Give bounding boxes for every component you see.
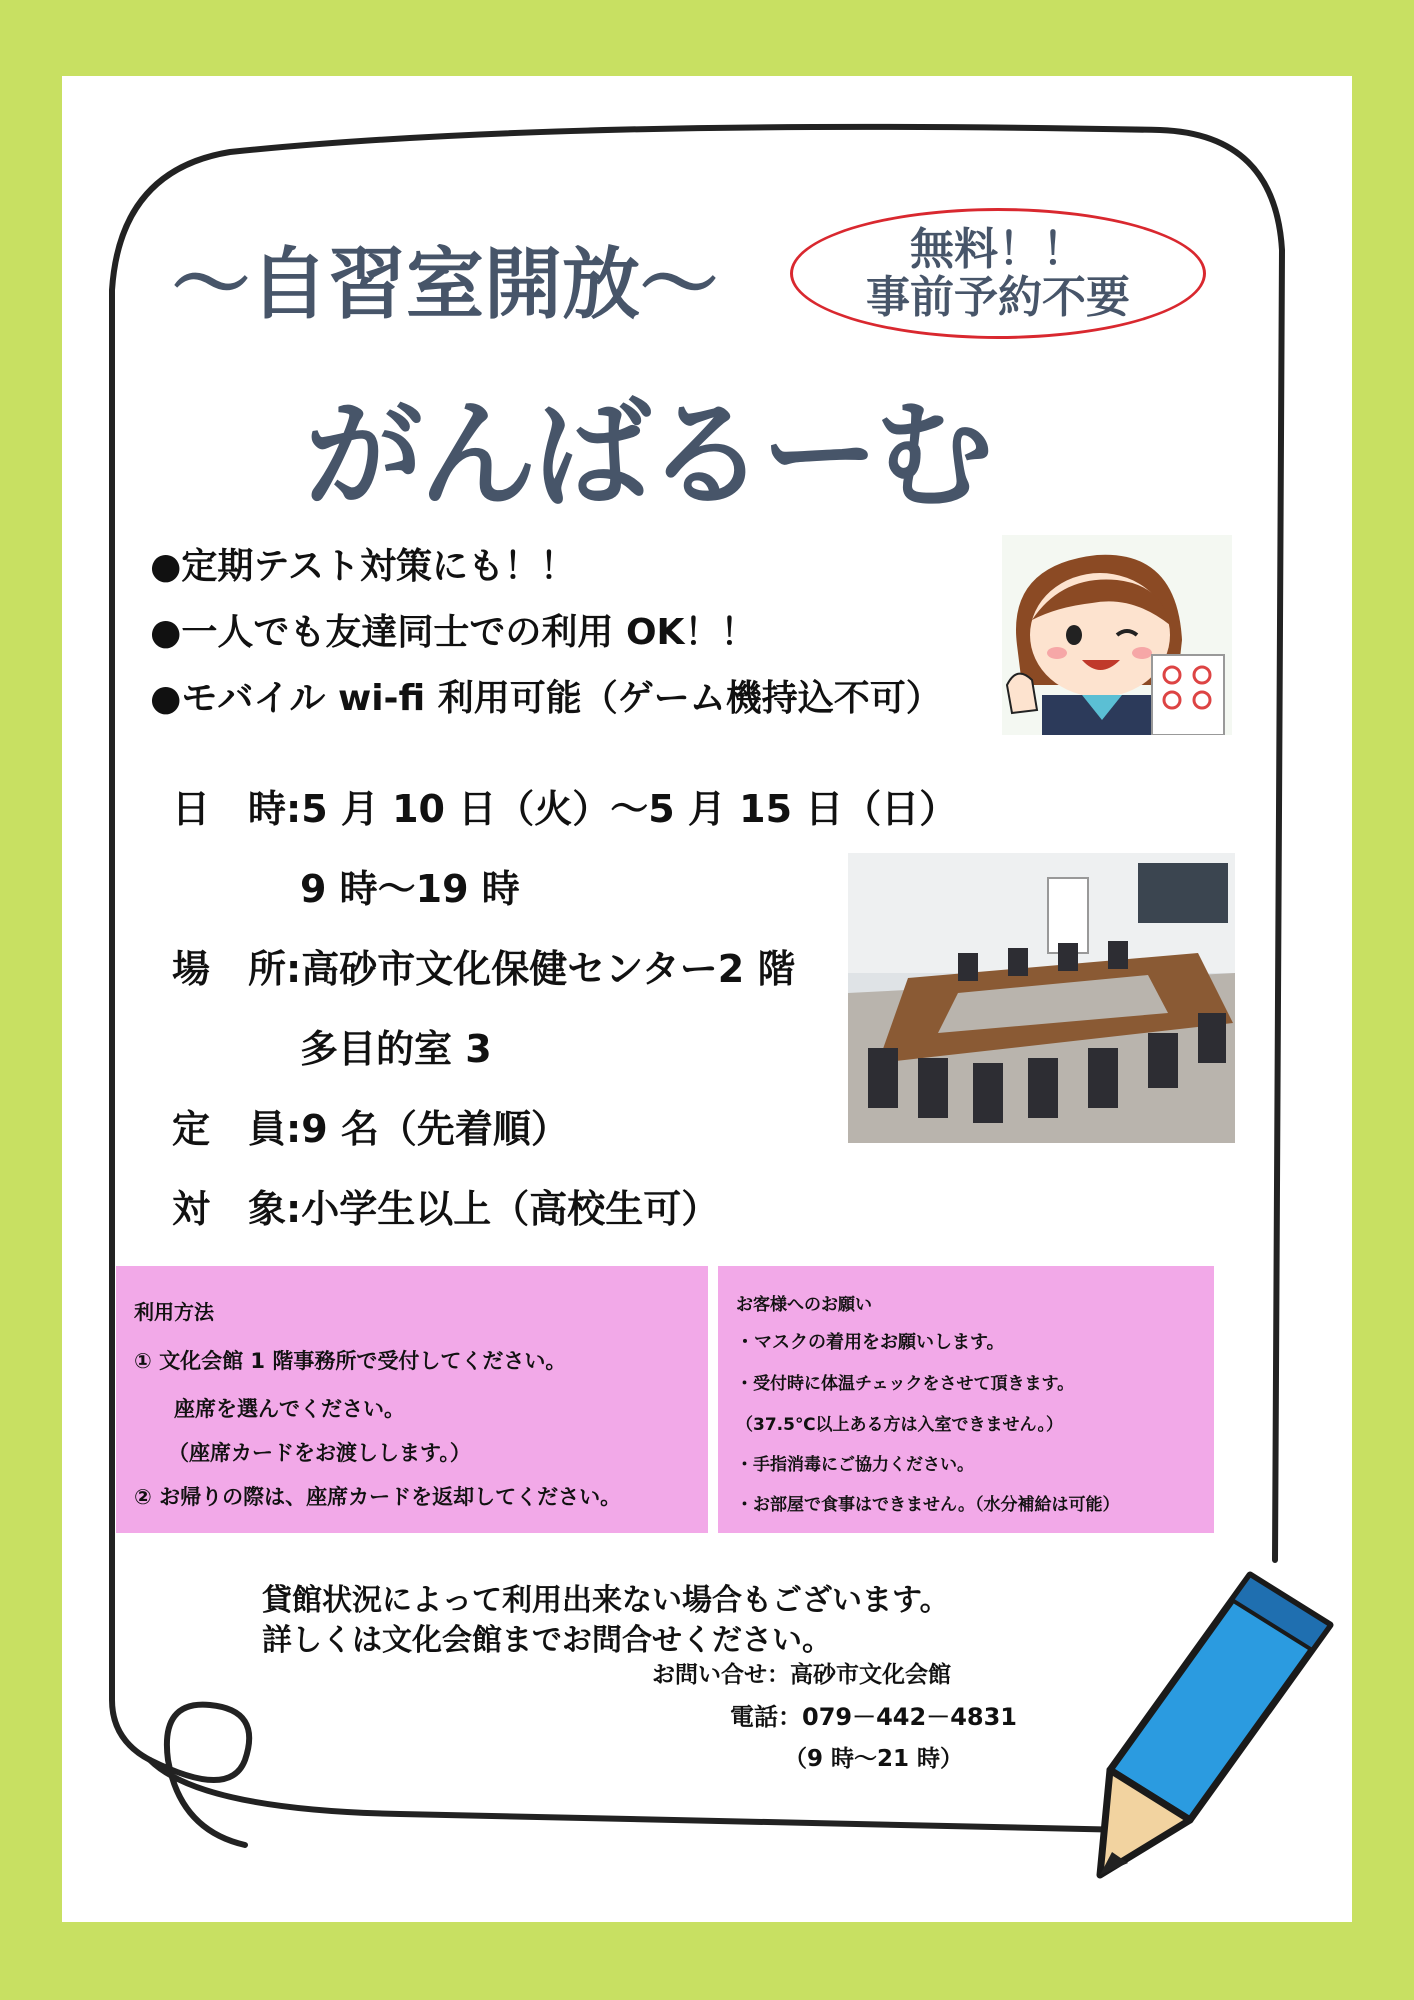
capacity-row (172, 1098, 569, 1153)
capacity-value: 9 名（先着順） (301, 1107, 569, 1151)
place-label: 場 所 (172, 947, 287, 991)
separator: : (286, 1187, 302, 1231)
girl-illustration (1002, 535, 1232, 735)
bullet-item: ●一人でも友達同士での利用 OK！！ (150, 612, 757, 653)
separator: : (286, 947, 302, 991)
main-title: がんばるーむ (305, 386, 990, 524)
notice-line-2: 詳しくは文化会館までお問合せください。 (262, 1623, 832, 1658)
date-row (172, 778, 957, 833)
requests-title: お客様へのお願い (736, 1295, 872, 1315)
date-label: 日 時 (172, 787, 287, 831)
date-value: 5 月 10 日（火）～5 月 15 日（日） (301, 787, 958, 831)
notice-line-1: 貸館状況によって利用出来ない場合もございます。 (262, 1583, 950, 1618)
contact-org: お問い合せ：高砂市文化会館 (652, 1662, 951, 1688)
requests-line: ・お部屋で食事はできません。（水分補給は可能） (736, 1495, 1120, 1515)
requests-line: ・手指消毒にご協力ください。 (736, 1455, 974, 1475)
time-value: 9 時～19 時 (300, 867, 520, 911)
capacity-label: 定 員 (172, 1107, 287, 1151)
requests-line: ・受付時に体温チェックをさせて頂きます。 (736, 1374, 1075, 1394)
requests-line: ・マスクの着用をお願いします。 (736, 1332, 1005, 1353)
target-value: 小学生以上（高校生可） (301, 1187, 720, 1231)
requests-line: （37.5℃以上ある方は入室できません。） (736, 1415, 1064, 1435)
usage-line: 座席を選んでください。 (174, 1397, 405, 1421)
free-no-reservation-badge (790, 208, 1206, 339)
page-title: ～自習室開放～ (172, 240, 719, 330)
usage-line: （座席カードをお渡しします。） (168, 1441, 471, 1465)
separator: : (286, 787, 302, 831)
badge-line-2: 事前予約不要 (866, 271, 1130, 323)
contact-phone: 電話：079－442－4831 (730, 1703, 1017, 1731)
badge-line-1: 無料！！ (910, 223, 1086, 275)
usage-line: ② お帰りの際は、座席カードを返却してください。 (134, 1485, 622, 1509)
place-value: 高砂市文化保健センター2 階 (301, 947, 796, 991)
usage-title: 利用方法 (134, 1300, 214, 1324)
room-value: 多目的室 3 (300, 1027, 492, 1071)
bullet-item: ●定期テスト対策にも！！ (150, 546, 576, 587)
place-row (172, 938, 795, 993)
contact-hours: （9 時～21 時） (784, 1746, 964, 1772)
usage-line: ① 文化会館 1 階事務所で受付してください。 (134, 1349, 567, 1373)
room-photo (848, 853, 1235, 1143)
target-row (172, 1178, 719, 1233)
separator: : (286, 1107, 302, 1151)
target-label: 対 象 (172, 1187, 287, 1231)
bullet-item: ●モバイル wi-fi 利用可能（ゲーム機持込不可） (150, 678, 942, 719)
